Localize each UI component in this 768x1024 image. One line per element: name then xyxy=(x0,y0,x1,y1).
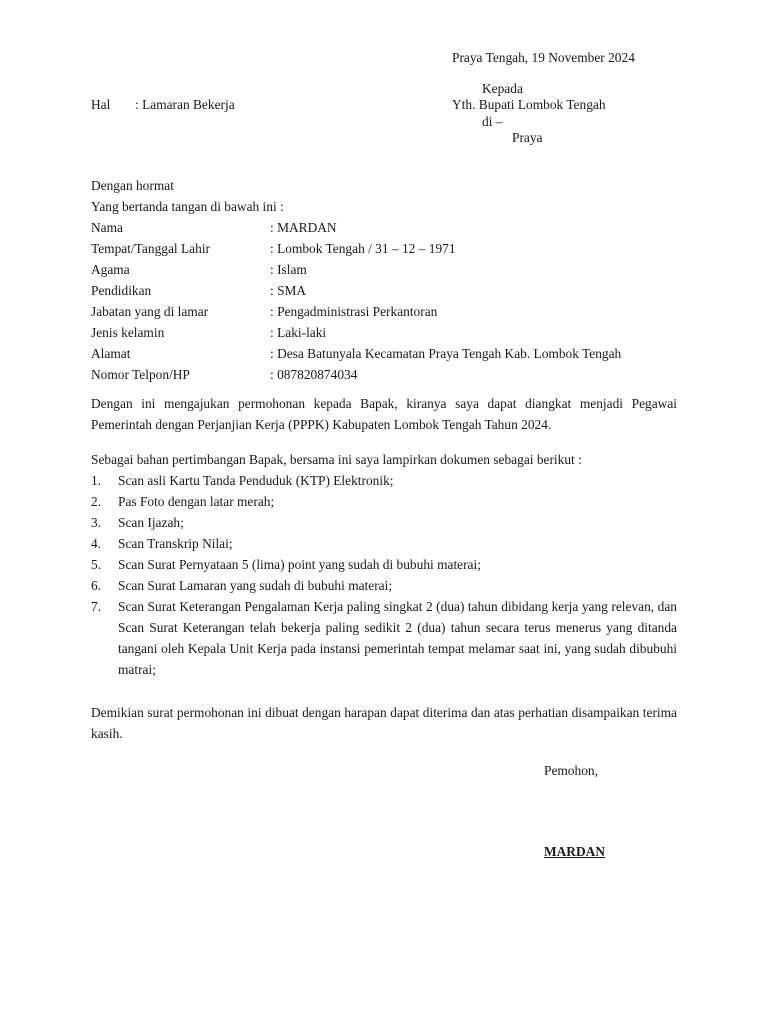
list-item: Scan asli Kartu Tanda Penduduk (KTP) Elektronik; xyxy=(118,473,394,488)
field-value: : Lombok Tengah / 31 – 12 – 1971 xyxy=(270,241,456,256)
list-item-number: 2. xyxy=(91,494,102,509)
list-item: Scan Surat Lamaran yang sudah di bubuhi materai; xyxy=(118,578,393,593)
field-value: : 087820874034 xyxy=(270,367,358,382)
field-value: : Pengadministrasi Perkantoran xyxy=(270,304,438,319)
field-value: : SMA xyxy=(270,283,307,298)
list-item-number: 7. xyxy=(91,599,102,614)
request-paragraph: Dengan ini mengajukan permohonan kepada Bapak, kiranya saya dapat diangkat menjadi Pegawai Pemerintah dengan Perjanjian Kerja (PPPK) Kabupaten Lombok Tengah Tahun 2024. xyxy=(91,396,677,432)
field-label: Nomor Telpon/HP xyxy=(91,367,190,382)
list-item: Pas Foto dengan latar merah; xyxy=(118,494,275,509)
signature-name: MARDAN xyxy=(544,844,605,859)
field-label: Nama xyxy=(91,220,123,235)
list-item: Scan Surat Pernyataan 5 (lima) point yang sudah di bubuhi materai; xyxy=(118,557,481,572)
field-value: : Islam xyxy=(270,262,307,277)
intro-line: Yang bertanda tangan di bawah ini : xyxy=(91,199,284,214)
field-label: Jabatan yang di lamar xyxy=(91,304,209,319)
list-item-number: 5. xyxy=(91,557,102,572)
recipient-city: Praya xyxy=(512,130,543,145)
recipient-di: di – xyxy=(482,114,503,129)
field-value: : Desa Batunyala Kecamatan Praya Tengah Kab. Lombok Tengah xyxy=(270,346,622,361)
recipient-kepada: Kepada xyxy=(482,81,523,96)
list-item: Scan Transkrip Nilai; xyxy=(118,536,233,551)
recipient-yth: Yth. Bupati Lombok Tengah xyxy=(452,97,606,112)
greeting: Dengan hormat xyxy=(91,178,174,193)
list-item-number: 6. xyxy=(91,578,102,593)
closing-paragraph: Demikian surat permohonan ini dibuat dengan harapan dapat diterima dan atas perhatian disampaikan terima kasih. xyxy=(91,705,677,741)
attachments-intro: Sebagai bahan pertimbangan Bapak, bersama ini saya lampirkan dokumen sebagai berikut : xyxy=(91,452,582,467)
list-item: Scan Ijazah; xyxy=(118,515,184,530)
subject-value: : Lamaran Bekerja xyxy=(135,97,235,112)
subject-label: Hal xyxy=(91,97,111,112)
field-label: Agama xyxy=(91,262,130,277)
place-date: Praya Tengah, 19 November 2024 xyxy=(452,50,635,65)
field-label: Tempat/Tanggal Lahir xyxy=(91,241,210,256)
list-item: Scan Surat Keterangan Pengalaman Kerja paling singkat 2 (dua) tahun dibidang kerja yang relevan, dan Scan Surat Keterangan telah bekerja paling sedikit 2 (dua) tahun secara terus menerus yang ditanda tangani oleh Kepala Unit Kerja pada instansi pemerintah tempat melamar saat ini, yang sudah dibubuhi matrai; xyxy=(118,599,677,677)
list-item-number: 4. xyxy=(91,536,102,551)
signature-label: Pemohon, xyxy=(544,763,598,778)
field-label: Pendidikan xyxy=(91,283,152,298)
field-label: Jenis kelamin xyxy=(91,325,165,340)
field-value: : Laki-laki xyxy=(270,325,327,340)
field-value: : MARDAN xyxy=(270,220,337,235)
list-item-number: 3. xyxy=(91,515,102,530)
list-item-number: 1. xyxy=(91,473,102,488)
field-label: Alamat xyxy=(91,346,131,361)
